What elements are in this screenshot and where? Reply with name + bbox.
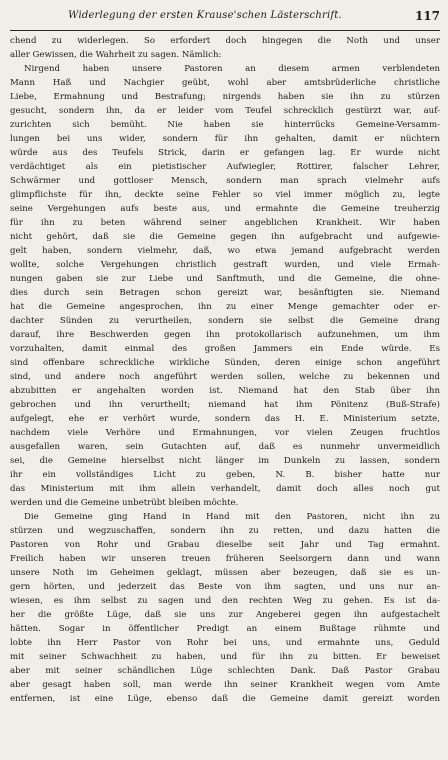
text-line: gelt haben, sondern vielmehr, daß, wo etwa jemand aufgebracht werden xyxy=(10,246,440,256)
text-line: aufgelegt, ehe er verhört wurde, sondern das H. E. Ministerium setzte, xyxy=(10,414,440,424)
text-line: gern hörten, und jederzeit das Beste von ihm sagten, und uns nur an- xyxy=(10,582,440,592)
text-line: unsere Noth im Geheimen geklagt, müssen aber bezeugen, daß sie es un- xyxy=(10,568,440,578)
text-line: vorzuhalten, damit einmal des großen Jammers ein Ende würde. Es xyxy=(10,344,440,354)
text-line: wiesen, es ihm selbst zu sagen und den rechten Weg zu gehen. Es ist da- xyxy=(10,596,440,606)
text-line: aller Gewissen, die Wahrheit zu sagen. Nämlich: xyxy=(10,50,222,60)
text-line: her die größte Lüge, daß sie uns zur Angeberei gegen ihn aufgestachelt xyxy=(10,610,440,620)
text-line: ausgefallen waren, sein Gutachten auf, daß es nunmehr unvermeidlich xyxy=(10,442,440,452)
text-line: lobte ihn Herr Pastor von Rohr bei uns, und ermahnte uns, Geduld xyxy=(10,638,440,648)
text-line: seine Vergehungen aufs beste aus, und ermahnte die Gemeine treuherzig xyxy=(10,204,440,214)
text-line: Pastoren von Rohr und Grabau dieselbe seit Jahr und Tag ermahnt. xyxy=(10,540,440,550)
text-line: nachdem viele Verhöre und Ermahnungen, vor vielen Zeugen fruchtlos xyxy=(10,428,440,438)
running-header xyxy=(10,8,440,31)
text-line: lungen bei uns wider, sondern für ihn gehalten, damit er nüchtern xyxy=(10,134,440,144)
text-line: chend zu widerlegen. So erfordert doch hingegen die Noth und unser xyxy=(10,36,440,46)
text-line: zurichten sich bemüht. Nie haben sie hinterrücks Gemeine-Versamm- xyxy=(10,120,440,130)
text-line: darauf, ihre Beschwerden gegen ihn protokollarisch aufzunehmen, um ihm xyxy=(10,330,440,340)
text-line: Mann Haß und Nachgier geübt, wohl aber amtsbrüderliche christliche xyxy=(10,78,440,88)
text-line: stürzen und wegzuschaffen, sondern ihn zu retten, und dazu hatten die xyxy=(10,526,440,536)
text-line: gesucht, sondern ihn, da er leider vom Teufel schrecklich gestürzt war, auf- xyxy=(10,106,440,116)
text-line: werden und die Gemeine unbetrübt bleiben möchte. xyxy=(10,498,239,508)
text-line: Schwärmer und gottloser Mensch, sondern man sprach vielmehr aufs xyxy=(10,176,440,186)
text-line: wollte, solche Vergehungen christlich gestraft wurden, und viele Ermah- xyxy=(10,260,440,270)
text-line: sind, und andere noch angeführt werden sollen, welche zu bekennen und xyxy=(10,372,440,382)
text-line: hätten. Sogar in öffentlicher Predigt an einem Bußtage rühmte und xyxy=(10,624,440,634)
text-line: mit seiner Schwachheit zu haben, und für ihn zu bitten. Er beweiset xyxy=(10,652,440,662)
running-title: Widerlegung der ersten Krause'schen Lästerschrift. xyxy=(68,10,342,21)
text-line: aber mit seiner schändlichen Lüge schlechten Dank. Daß Pastor Grabau xyxy=(10,666,440,676)
text-line: dachter Sünden zu verurtheilen, sondern sie selbst die Gemeine drang xyxy=(10,316,440,326)
page-number: 117 xyxy=(414,9,440,23)
text-line: sind offenbare schreckliche wirkliche Sünden, deren einige schon angeführt xyxy=(10,358,440,368)
text-line: für ihn zu beten während seiner angeblichen Krankheit. Wir haben xyxy=(10,218,440,228)
text-line: abzubitten er angehalten worden ist. Niemand hat den Stab über ihn xyxy=(10,386,440,396)
page-body-text xyxy=(10,34,440,706)
text-line: würde aus des Teufels Strick, darin er gefangen lag. Er wurde nicht xyxy=(10,148,440,158)
text-line: Nirgend haben unsere Pastoren an diesem armen verblendeten xyxy=(24,64,440,74)
text-line: verdächtiget als ein pietistischer Aufwiegler, Rottirer, falscher Lehrer, xyxy=(10,162,440,172)
text-line: nungen gaben sie zur Liebe und Sanftmuth, und die Gemeine, die ohne- xyxy=(10,274,440,284)
text-line: ihr ein vollständiges Licht zu geben, N. B. bisher hatte nur xyxy=(10,470,440,480)
text-line: entfernen, ist eine Lüge, ebenso daß die Gemeine damit gereizt worden xyxy=(10,694,440,704)
text-line: Liebe, Ermahnung und Bestrafung; nirgends haben sie ihn zu stürzen xyxy=(10,92,440,102)
text-line: glimpflichste für ihn, deckte seine Fehler so viel immer möglich zu, legte xyxy=(10,190,440,200)
text-line: das Ministerium mit ihm allein verhandelt, damit doch alles noch gut xyxy=(10,484,440,494)
text-line: Die Gemeine ging Hand in Hand mit den Pastoren, nicht ihn zu xyxy=(24,512,440,522)
text-line: dies durch sein Betragen schon gereizt war, besänftigten sie. Niemand xyxy=(10,288,440,298)
text-line: nicht gehört, daß sie die Gemeine gegen ihn aufgebracht und aufgewie- xyxy=(10,232,440,242)
text-line: hat die Gemeine angesprochen, ihn zu einer Menge gemachter oder er- xyxy=(10,302,440,312)
text-line: Freilich haben wir unseren treuen früheren Seelsorgern dann und wann xyxy=(10,554,440,564)
text-line: aber gesagt haben soll, man werde ihn seiner Krankheit wegen vom Amte xyxy=(10,680,440,690)
text-line: sei, die Gemeine hierselbst nicht länger im Dunkeln zu lassen, sondern xyxy=(10,456,440,466)
text-line: gebrochen und ihn verurtheilt; niemand hat ihm Pönitenz (Buß-Strafe) xyxy=(10,400,440,410)
